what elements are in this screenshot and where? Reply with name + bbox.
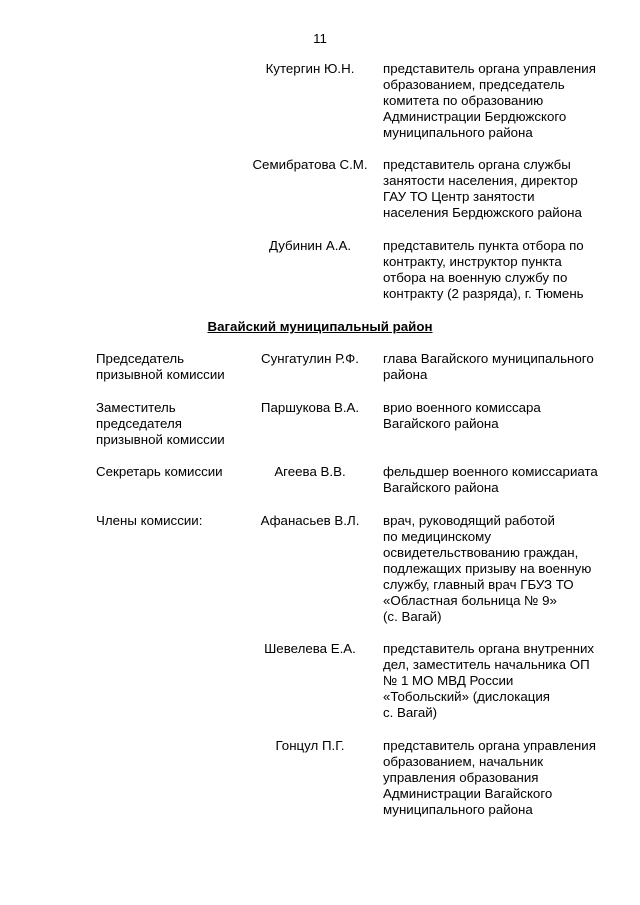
member-description: глава Вагайского муниципального района [383,351,594,382]
member-name: Шевелева Е.А. [264,641,356,656]
member-name: Сунгатулин Р.Ф. [261,351,359,366]
member-name: Семибратова С.М. [252,157,368,172]
member-name: Афанасьев В.Л. [260,513,360,528]
member-description: врач, руководящий работой по медицинскому освидетельствованию граждан, подлежащих призыву на военную службу, главный врач ГБУЗ ТО «Областная больница № 9» (с. Вагай) [383,513,592,624]
member-name: Дубинин А.А. [268,238,352,253]
member-role: Председатель призывной комиссии [96,351,225,382]
member-description: представитель органа управления образованием, начальник управления образования Администрации Вагайского муниципального района [383,738,596,817]
member-role: Заместитель председателя призывной комиссии [96,400,225,447]
member-name: Кутергин Ю.Н. [265,61,355,76]
member-description: представитель органа управления образованием, председатель комитета по образованию Администрации Бердюжского муниципального района [383,61,596,140]
member-description: представитель органа службы занятости населения, директор ГАУ ТО Центр занятости населения Бердюжского района [383,157,582,220]
member-name: Паршукова В.А. [260,400,360,415]
section-heading: Вагайский муниципальный район [207,319,433,334]
page-number: 11 [313,31,327,46]
member-description: представитель органа внутренних дел, заместитель начальника ОП № 1 МО МВД России «Тобольский» (дислокация с. Вагай) [383,641,595,720]
member-description: врио военного комиссара Вагайского района [383,400,541,431]
member-description: представитель пункта отбора по контракту, инструктор пункта отбора на военную службу по контракту (2 разряда), г. Тюмень [383,238,584,301]
member-name: Агеева В.В. [274,464,346,479]
member-name: Гонцул П.Г. [275,738,345,753]
member-role: Члены комиссии: [96,513,203,528]
member-description: фельдшер военного комиссариата Вагайского района [383,464,598,495]
member-role: Секретарь комиссии [96,464,223,479]
